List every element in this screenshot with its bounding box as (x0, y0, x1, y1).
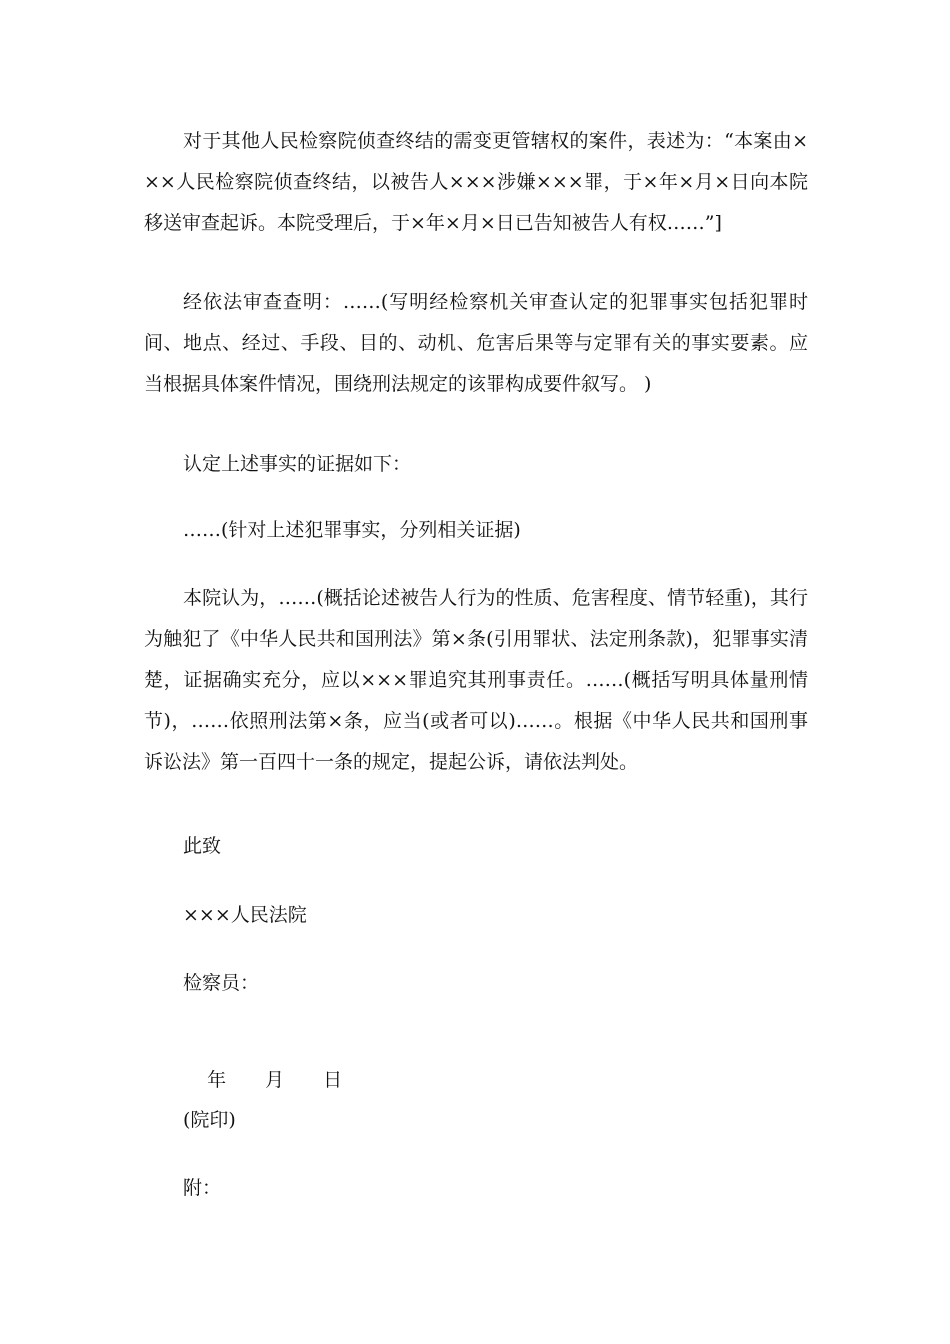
date-year-label: 年 (207, 1069, 227, 1091)
prosecutor-label: 检察员： (183, 972, 260, 994)
paragraph-evidence-list: ……(针对上述犯罪事实，分列相关证据) (183, 519, 521, 541)
paragraph-evidence-intro: 认定上述事实的证据如下： (183, 453, 412, 475)
attachment-label: 附： (183, 1177, 222, 1199)
paragraph-court-opinion: 本院认为，……(概括论述被告人行为的性质、危害程度、情节轻重)，其行为触犯了《中华人民共和国刑法》第×条(引用罪状、法定刑条款)，犯罪事实清楚，证据确实充分，应以×××罪追究其刑事责任。……(概括写明具体量刑情节)，……依照刑法第×条，应当(或者可以)……。根据《中华人民共和国刑事诉讼法》第一百四十一条的规定，提起公诉，请依法判处。 (144, 587, 808, 773)
court-name: ×××人民法院 (183, 904, 307, 926)
date-day-label: 日 (323, 1069, 343, 1091)
salutation: 此致 (183, 835, 222, 857)
seal-note: (院印) (183, 1109, 236, 1131)
paragraph-facts-found: 经依法审查查明：……(写明经检察机关审查认定的犯罪事实包括犯罪时间、地点、经过、手段、目的、动机、危害后果等与定罪有关的事实要素。应当根据具体案件情况，围绕刑法规定的该罪构成要件叙写。 ) (144, 291, 808, 395)
paragraph-jurisdiction-change: 对于其他人民检察院侦查终结的需变更管辖权的案件，表述为：“本案由×××人民检察院侦查终结，以被告人×××涉嫌×××罪，于×年×月×日向本院移送审查起诉。本院受理后，于×年×月×日已告知被告人有权……”] (144, 130, 808, 234)
date-month-label: 月 (265, 1069, 285, 1091)
